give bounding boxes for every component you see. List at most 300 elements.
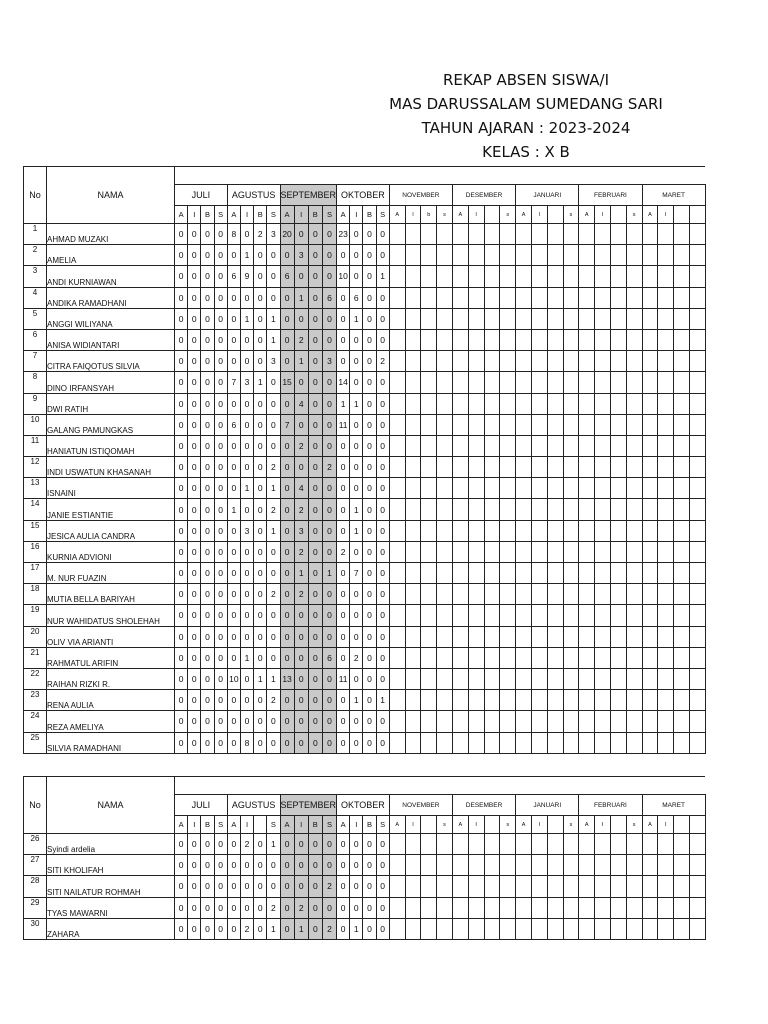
attendance-cell — [547, 563, 563, 584]
attendance-cell: 0 — [267, 563, 280, 584]
attendance-cell: 1 — [350, 520, 363, 541]
attendance-cell — [626, 876, 642, 897]
student-row — [24, 711, 706, 732]
attendance-cell: 1 — [267, 329, 280, 350]
attendance-cell: 0 — [214, 711, 227, 732]
attendance-cell — [563, 478, 579, 499]
attendance-cell — [595, 626, 611, 647]
attendance-cell: 0 — [363, 287, 376, 308]
attendance-cell: 0 — [322, 897, 336, 918]
attendance-cell — [547, 918, 563, 939]
sublabel-november-4: s — [437, 816, 453, 834]
attendance-cell: 0 — [376, 520, 389, 541]
sublabel-oktober-4: S — [376, 816, 389, 834]
attendance-cell: 2 — [267, 584, 280, 605]
attendance-cell: 0 — [350, 732, 363, 753]
student-name: RAHMATUL ARIFIN — [47, 647, 175, 668]
attendance-cell: 0 — [227, 711, 240, 732]
attendance-cell: 0 — [214, 372, 227, 393]
sublabel-agustus-4: S — [267, 206, 280, 224]
attendance-cell: 0 — [188, 499, 201, 520]
attendance-cell — [531, 876, 547, 897]
attendance-cell: 0 — [294, 690, 308, 711]
attendance-cell: 0 — [350, 584, 363, 605]
attendance-cell — [389, 308, 405, 329]
attendance-cell: 3 — [294, 245, 308, 266]
attendance-cell — [437, 690, 453, 711]
attendance-cell — [468, 584, 484, 605]
student-name: AHMAD MUZAKI — [47, 224, 175, 245]
student-row — [24, 876, 706, 897]
attendance-cell — [642, 308, 658, 329]
attendance-cell: 0 — [214, 834, 227, 855]
attendance-cell: 0 — [267, 414, 280, 435]
attendance-cell — [689, 834, 705, 855]
attendance-cell: 0 — [376, 308, 389, 329]
attendance-cell — [642, 435, 658, 456]
attendance-cell — [484, 499, 500, 520]
student-name: ISNAINI — [47, 478, 175, 499]
attendance-cell — [500, 520, 516, 541]
student-number: 10 — [24, 414, 47, 435]
attendance-cell — [658, 584, 674, 605]
attendance-cell: 1 — [267, 834, 280, 855]
attendance-cell: 0 — [214, 605, 227, 626]
attendance-cell — [452, 918, 468, 939]
attendance-cell: 0 — [254, 855, 267, 876]
attendance-cell — [421, 626, 437, 647]
month-header-juli: JULI — [175, 185, 228, 206]
attendance-cell — [563, 329, 579, 350]
student-row — [24, 414, 706, 435]
attendance-cell: 0 — [267, 626, 280, 647]
attendance-cell — [595, 647, 611, 668]
student-name: AMELIA — [47, 245, 175, 266]
attendance-cell: 0 — [267, 435, 280, 456]
attendance-cell: 0 — [350, 245, 363, 266]
attendance-cell: 0 — [227, 897, 240, 918]
attendance-cell — [452, 329, 468, 350]
attendance-cell: 0 — [337, 520, 350, 541]
attendance-cell — [468, 308, 484, 329]
attendance-cell — [547, 897, 563, 918]
attendance-cell: 0 — [363, 626, 376, 647]
attendance-cell — [389, 711, 405, 732]
attendance-cell — [531, 563, 547, 584]
attendance-cell: 0 — [280, 563, 294, 584]
attendance-cell: 3 — [322, 351, 336, 372]
attendance-cell — [547, 499, 563, 520]
attendance-cell: 0 — [240, 393, 253, 414]
student-row — [24, 478, 706, 499]
attendance-cell: 0 — [254, 351, 267, 372]
attendance-cell — [579, 563, 595, 584]
attendance-cell: 0 — [254, 245, 267, 266]
attendance-cell — [579, 224, 595, 245]
attendance-cell — [689, 457, 705, 478]
attendance-cell — [579, 329, 595, 350]
attendance-cell — [405, 918, 421, 939]
attendance-cell: 0 — [376, 499, 389, 520]
attendance-cell — [563, 834, 579, 855]
attendance-cell — [547, 647, 563, 668]
attendance-cell — [421, 668, 437, 689]
student-name: INDI USWATUN KHASANAH — [47, 457, 175, 478]
attendance-cell — [500, 414, 516, 435]
attendance-cell — [484, 372, 500, 393]
attendance-cell — [405, 541, 421, 562]
month-header-juli: JULI — [175, 795, 228, 816]
attendance-cell — [484, 626, 500, 647]
student-name: DINO IRFANSYAH — [47, 372, 175, 393]
attendance-cell — [421, 372, 437, 393]
attendance-cell — [658, 647, 674, 668]
attendance-cell — [405, 834, 421, 855]
student-name: NUR WAHIDATUS SHOLEHAH — [47, 605, 175, 626]
attendance-cell — [531, 414, 547, 435]
attendance-cell — [389, 414, 405, 435]
attendance-cell — [595, 876, 611, 897]
attendance-cell — [405, 478, 421, 499]
attendance-cell — [389, 855, 405, 876]
attendance-cell: 0 — [188, 520, 201, 541]
attendance-cell — [595, 711, 611, 732]
attendance-cell: 1 — [350, 308, 363, 329]
sublabel-oktober-3: B — [363, 816, 376, 834]
attendance-cell: 0 — [201, 520, 214, 541]
attendance-cell — [500, 647, 516, 668]
attendance-cell: 0 — [308, 245, 322, 266]
attendance-cell — [468, 393, 484, 414]
attendance-cell — [516, 224, 532, 245]
attendance-cell: 0 — [308, 855, 322, 876]
attendance-cell — [595, 897, 611, 918]
attendance-cell: 0 — [363, 541, 376, 562]
attendance-cell — [516, 690, 532, 711]
attendance-cell — [405, 690, 421, 711]
attendance-cell — [531, 520, 547, 541]
attendance-cell — [452, 287, 468, 308]
attendance-cell: 0 — [254, 563, 267, 584]
attendance-cell — [500, 499, 516, 520]
attendance-cell — [531, 732, 547, 753]
attendance-cell: 0 — [308, 541, 322, 562]
attendance-cell — [610, 541, 626, 562]
sublabel-januari-1: A — [516, 816, 532, 834]
attendance-cell — [405, 329, 421, 350]
attendance-cell: 4 — [294, 393, 308, 414]
attendance-cell: 0 — [322, 414, 336, 435]
attendance-cell — [626, 435, 642, 456]
attendance-cell — [626, 647, 642, 668]
month-header-agustus: AGUSTUS — [227, 185, 280, 206]
attendance-cell: 0 — [322, 855, 336, 876]
attendance-cell — [484, 876, 500, 897]
attendance-cell — [516, 499, 532, 520]
attendance-cell: 2 — [240, 918, 253, 939]
attendance-cell: 0 — [308, 287, 322, 308]
student-number: 2 — [24, 245, 47, 266]
attendance-cell — [642, 918, 658, 939]
attendance-cell — [468, 647, 484, 668]
attendance-cell: 0 — [294, 647, 308, 668]
attendance-cell: 0 — [363, 308, 376, 329]
attendance-cell — [658, 287, 674, 308]
attendance-cell — [452, 732, 468, 753]
student-name: CITRA FAIQOTUS SILVIA — [47, 351, 175, 372]
attendance-cell — [484, 897, 500, 918]
attendance-cell — [642, 876, 658, 897]
attendance-cell — [405, 732, 421, 753]
attendance-cell: 0 — [350, 834, 363, 855]
attendance-cell — [468, 457, 484, 478]
attendance-cell — [689, 584, 705, 605]
attendance-cell — [405, 287, 421, 308]
attendance-cell: 0 — [201, 287, 214, 308]
attendance-cell — [547, 690, 563, 711]
sublabel-desember-4: s — [500, 816, 516, 834]
attendance-cell — [626, 245, 642, 266]
student-row — [24, 897, 706, 918]
attendance-cell — [389, 647, 405, 668]
month-header-agustus: AGUSTUS — [227, 795, 280, 816]
attendance-cell — [531, 351, 547, 372]
attendance-cell — [452, 711, 468, 732]
attendance-cell: 0 — [280, 351, 294, 372]
attendance-cell — [547, 876, 563, 897]
attendance-cell — [500, 605, 516, 626]
sublabel-oktober-4: S — [376, 206, 389, 224]
attendance-cell — [626, 605, 642, 626]
sublabel-september-3: B — [308, 816, 322, 834]
attendance-cell: 0 — [201, 711, 214, 732]
attendance-cell: 1 — [376, 266, 389, 287]
attendance-cell — [626, 329, 642, 350]
attendance-cell — [452, 876, 468, 897]
attendance-cell — [610, 224, 626, 245]
attendance-cell — [658, 626, 674, 647]
attendance-cell — [595, 393, 611, 414]
attendance-cell — [468, 876, 484, 897]
attendance-cell: 0 — [175, 372, 188, 393]
student-name: Syindi ardelia — [47, 834, 175, 855]
attendance-cell: 6 — [280, 266, 294, 287]
attendance-cell — [642, 605, 658, 626]
sublabel-februari-4: s — [626, 206, 642, 224]
attendance-cell: 0 — [376, 541, 389, 562]
attendance-cell — [595, 266, 611, 287]
attendance-cell — [437, 287, 453, 308]
attendance-cell: 2 — [294, 499, 308, 520]
attendance-cell — [547, 287, 563, 308]
attendance-cell — [437, 876, 453, 897]
attendance-cell — [484, 478, 500, 499]
student-number: 17 — [24, 563, 47, 584]
attendance-cell — [484, 393, 500, 414]
attendance-cell — [484, 690, 500, 711]
attendance-cell — [674, 351, 690, 372]
attendance-cell: 0 — [337, 584, 350, 605]
attendance-cell — [547, 668, 563, 689]
attendance-cell: 0 — [214, 897, 227, 918]
student-name: M. NUR FUAZIN — [47, 563, 175, 584]
attendance-cell: 9 — [240, 266, 253, 287]
attendance-cell: 0 — [227, 457, 240, 478]
attendance-cell — [468, 711, 484, 732]
attendance-cell — [689, 224, 705, 245]
attendance-cell: 0 — [350, 855, 363, 876]
attendance-cell — [547, 308, 563, 329]
attendance-cell — [547, 520, 563, 541]
attendance-cell — [468, 520, 484, 541]
column-header-no: No — [24, 167, 47, 224]
sublabel-september-3: B — [308, 206, 322, 224]
attendance-cell: 0 — [175, 584, 188, 605]
attendance-cell: 0 — [214, 329, 227, 350]
attendance-cell — [610, 329, 626, 350]
attendance-cell — [610, 435, 626, 456]
attendance-cell — [484, 414, 500, 435]
attendance-cell — [389, 732, 405, 753]
attendance-cell — [437, 584, 453, 605]
attendance-cell: 1 — [294, 287, 308, 308]
attendance-cell — [421, 855, 437, 876]
attendance-cell: 0 — [308, 605, 322, 626]
attendance-cell: 0 — [350, 457, 363, 478]
attendance-cell — [405, 266, 421, 287]
attendance-cell — [563, 224, 579, 245]
sublabel-juli-1: A — [175, 206, 188, 224]
attendance-cell — [516, 414, 532, 435]
attendance-cell: 0 — [350, 876, 363, 897]
sublabel-november-2: I — [405, 816, 421, 834]
attendance-cell: 0 — [308, 351, 322, 372]
attendance-cell — [579, 457, 595, 478]
attendance-cell: 0 — [267, 372, 280, 393]
attendance-cell — [405, 224, 421, 245]
attendance-cell — [547, 834, 563, 855]
attendance-cell — [421, 266, 437, 287]
attendance-cell — [689, 435, 705, 456]
sublabel-november-1: A — [389, 816, 405, 834]
student-row — [24, 372, 706, 393]
attendance-cell — [484, 329, 500, 350]
attendance-cell: 0 — [322, 834, 336, 855]
student-name: DWI RATIH — [47, 393, 175, 414]
sublabel-maret-4 — [689, 816, 705, 834]
attendance-cell: 1 — [322, 563, 336, 584]
attendance-cell — [421, 287, 437, 308]
attendance-cell: 0 — [227, 584, 240, 605]
attendance-cell — [531, 626, 547, 647]
attendance-cell — [579, 541, 595, 562]
attendance-cell — [595, 834, 611, 855]
attendance-cell — [642, 245, 658, 266]
attendance-cell — [468, 329, 484, 350]
student-row — [24, 563, 706, 584]
attendance-cell — [389, 266, 405, 287]
attendance-cell — [437, 351, 453, 372]
attendance-cell — [547, 626, 563, 647]
attendance-cell — [658, 372, 674, 393]
attendance-table-page-1 — [23, 166, 706, 754]
attendance-cell: 0 — [240, 457, 253, 478]
attendance-cell — [531, 499, 547, 520]
sublabel-agustus-1: A — [227, 206, 240, 224]
attendance-cell — [689, 266, 705, 287]
attendance-cell: 0 — [175, 668, 188, 689]
attendance-cell — [674, 372, 690, 393]
attendance-cell — [452, 541, 468, 562]
attendance-cell — [500, 834, 516, 855]
attendance-cell — [674, 414, 690, 435]
attendance-cell: 8 — [227, 224, 240, 245]
attendance-cell — [658, 351, 674, 372]
attendance-cell: 0 — [188, 605, 201, 626]
attendance-cell: 1 — [254, 372, 267, 393]
student-row — [24, 499, 706, 520]
attendance-cell: 0 — [337, 287, 350, 308]
attendance-cell — [674, 732, 690, 753]
attendance-cell — [437, 855, 453, 876]
attendance-cell — [531, 668, 547, 689]
attendance-cell — [516, 647, 532, 668]
attendance-cell — [658, 520, 674, 541]
attendance-cell — [468, 435, 484, 456]
attendance-cell — [610, 897, 626, 918]
attendance-cell — [626, 732, 642, 753]
student-number: 6 — [24, 329, 47, 350]
attendance-cell — [563, 647, 579, 668]
attendance-cell: 0 — [227, 626, 240, 647]
attendance-cell — [452, 668, 468, 689]
attendance-cell: 0 — [337, 855, 350, 876]
student-row — [24, 605, 706, 626]
attendance-cell: 0 — [214, 224, 227, 245]
attendance-cell: 0 — [201, 245, 214, 266]
attendance-cell — [468, 732, 484, 753]
attendance-cell — [642, 897, 658, 918]
attendance-cell — [405, 457, 421, 478]
school-name: MAS DARUSSALAM SUMEDANG SARI — [389, 95, 663, 113]
attendance-cell — [547, 605, 563, 626]
attendance-cell — [689, 563, 705, 584]
attendance-cell: 2 — [254, 224, 267, 245]
attendance-cell: 0 — [337, 711, 350, 732]
sublabel-oktober-2: I — [350, 206, 363, 224]
attendance-cell — [674, 287, 690, 308]
sublabel-desember-2: I — [468, 816, 484, 834]
attendance-cell — [547, 435, 563, 456]
attendance-cell — [547, 266, 563, 287]
attendance-cell — [484, 520, 500, 541]
attendance-cell — [452, 224, 468, 245]
attendance-cell: 0 — [363, 351, 376, 372]
attendance-cell — [468, 245, 484, 266]
attendance-cell: 0 — [201, 329, 214, 350]
attendance-cell — [437, 605, 453, 626]
attendance-cell — [579, 876, 595, 897]
attendance-cell — [452, 245, 468, 266]
attendance-cell — [516, 668, 532, 689]
attendance-cell: 0 — [188, 435, 201, 456]
attendance-cell — [516, 478, 532, 499]
attendance-cell: 0 — [363, 520, 376, 541]
student-name: HANIATUN ISTIQOMAH — [47, 435, 175, 456]
attendance-cell — [421, 457, 437, 478]
attendance-cell: 0 — [363, 478, 376, 499]
attendance-cell — [595, 372, 611, 393]
